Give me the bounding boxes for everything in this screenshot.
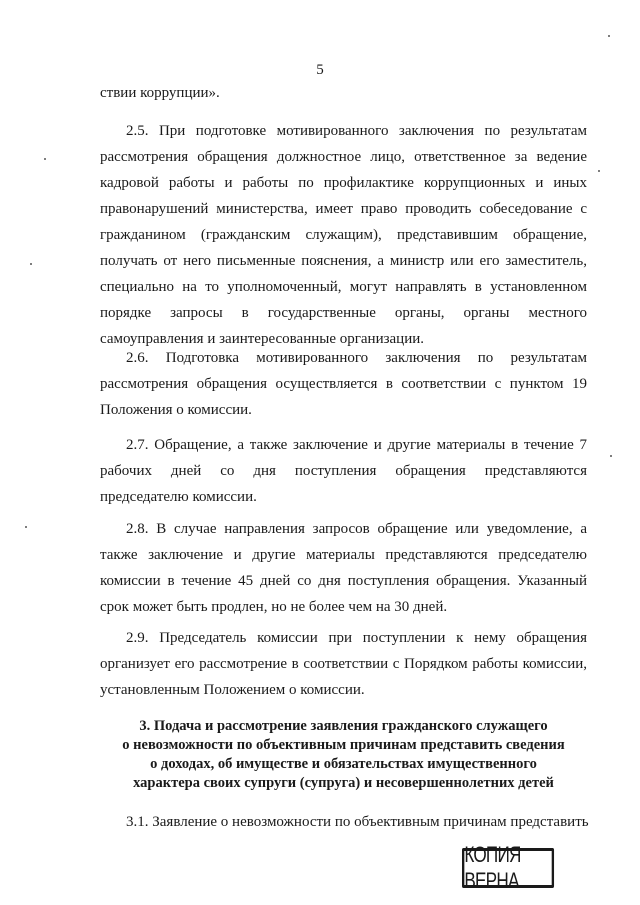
scan-speck: [608, 35, 610, 37]
scan-speck: [610, 455, 612, 457]
paragraph-2-8: 2.8. В случае направления запросов обращение или уведомление, а также заключение и другие материалы представляются председателю комиссии в течение 45 дней со дня поступления обращения. Указанный срок может быть продлен, но не более чем на 30 дней.: [100, 521, 587, 615]
paragraph-2-9: 2.9. Председатель комиссии при поступлении к нему обращения организует его рассмотрение в соответствии с Порядком работы комиссии, установленным Положением о комиссии.: [100, 630, 587, 698]
paragraph-2-7: 2.7. Обращение, а также заключение и другие материалы в течение 7 рабочих дней со дня поступления обращения представляются председателю комиссии.: [100, 437, 587, 505]
paragraph-2-5: 2.5. При подготовке мотивированного заключения по результатам рассмотрения обращения должностное лицо, ответственное за ведение кадровой работы и работы по профилактике коррупционных и иных правонарушений министерства, имеет право проводить собеседование с гражданином (гражданским служащим), представившим обращение, получать от него письменные пояснения, а министр или его заместитель, специально на то уполномоченный, могут направлять в установленном порядке запросы в государственные органы, органы местного самоуправления и заинтересованные организации.: [100, 123, 587, 347]
page-number: 5: [316, 62, 324, 78]
section-3-heading: [100, 717, 587, 793]
paragraph-3-1: 3.1. Заявление о невозможности по объективным причинам представить: [126, 814, 589, 830]
section-heading-line: о невозможности по объективным причинам представить сведения: [122, 737, 565, 753]
scan-speck: [25, 526, 27, 528]
section-heading-line: о доходах, об имуществе и обязательствах имущественного: [150, 756, 537, 772]
section-heading-line: 3. Подача и рассмотрение заявления гражданского служащего: [139, 718, 548, 734]
copy-certified-stamp: КОПИЯ ВЕРНА: [462, 848, 554, 888]
continuation-line: ствии коррупции».: [100, 85, 220, 101]
scan-speck: [44, 158, 46, 160]
paragraph-2-6: 2.6. Подготовка мотивированного заключения по результатам рассмотрения обращения осуществляется в соответствии с пунктом 19 Положения о комиссии.: [100, 350, 587, 418]
scan-speck: [598, 170, 600, 172]
section-heading-line: характера своих супруги (супруга) и несовершеннолетних детей: [133, 775, 554, 791]
scan-speck: [30, 263, 32, 265]
